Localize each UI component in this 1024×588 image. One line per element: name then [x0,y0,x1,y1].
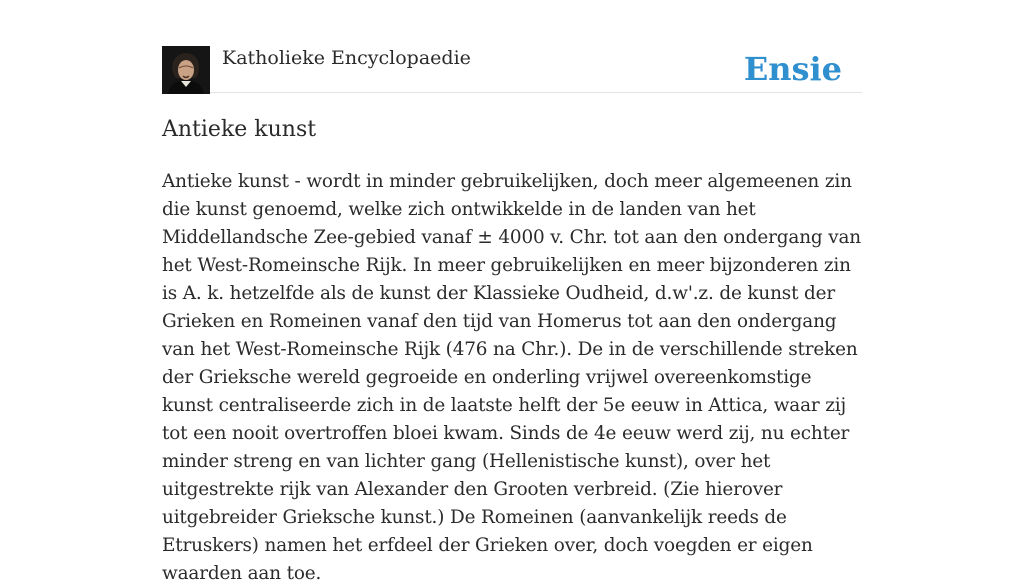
page-header [162,46,862,93]
portrait-avatar-icon[interactable] [162,46,210,94]
article-body: Antieke kunst - wordt in minder gebruikelijken, doch meer algemeenen zin die kunst genoemd, welke zich ontwikkelde in de landen van het Middellandsche Zee-gebied vanaf ± 4000 v. Chr. tot aan den ondergang van het West-Romeinsche Rijk. In meer gebruikelijken en meer bijzonderen zin is A. k. hetzelfde als de kunst der Klassieke Oudheid, d.w'.z. de kunst der Grieken en Romeinen vanaf den tijd van Homerus tot aan den ondergang van het West-Romeinsche Rijk (476 na Chr.). De in de verschillende streken der Grieksche wereld gegroeide en onderling vrijwel overeenkomstige kunst centraliseerde zich in de laatste helft der 5e eeuw in Attica, waar zij tot een nooit overtroffen bloei kwam. Sinds de 4e eeuw werd zij, nu echter minder streng en van lichter gang (Hellenistische kunst), over het uitgestrekte rijk van Alexander den Grooten verbreid. (Zie hierover uitgebreider Grieksche kunst.) De Romeinen (aanvankelijk reeds de Etruskers) namen het erfdeel der Grieken over, doch voegden er eigen waarden aan toe. [162,171,861,584]
ensie-logo[interactable]: Ensie [743,50,842,88]
portrait-avatar-graphic [162,46,210,94]
source-title[interactable]: Katholieke Encyclopaedie [222,47,471,69]
page-title: Antieke kunst [162,117,317,142]
